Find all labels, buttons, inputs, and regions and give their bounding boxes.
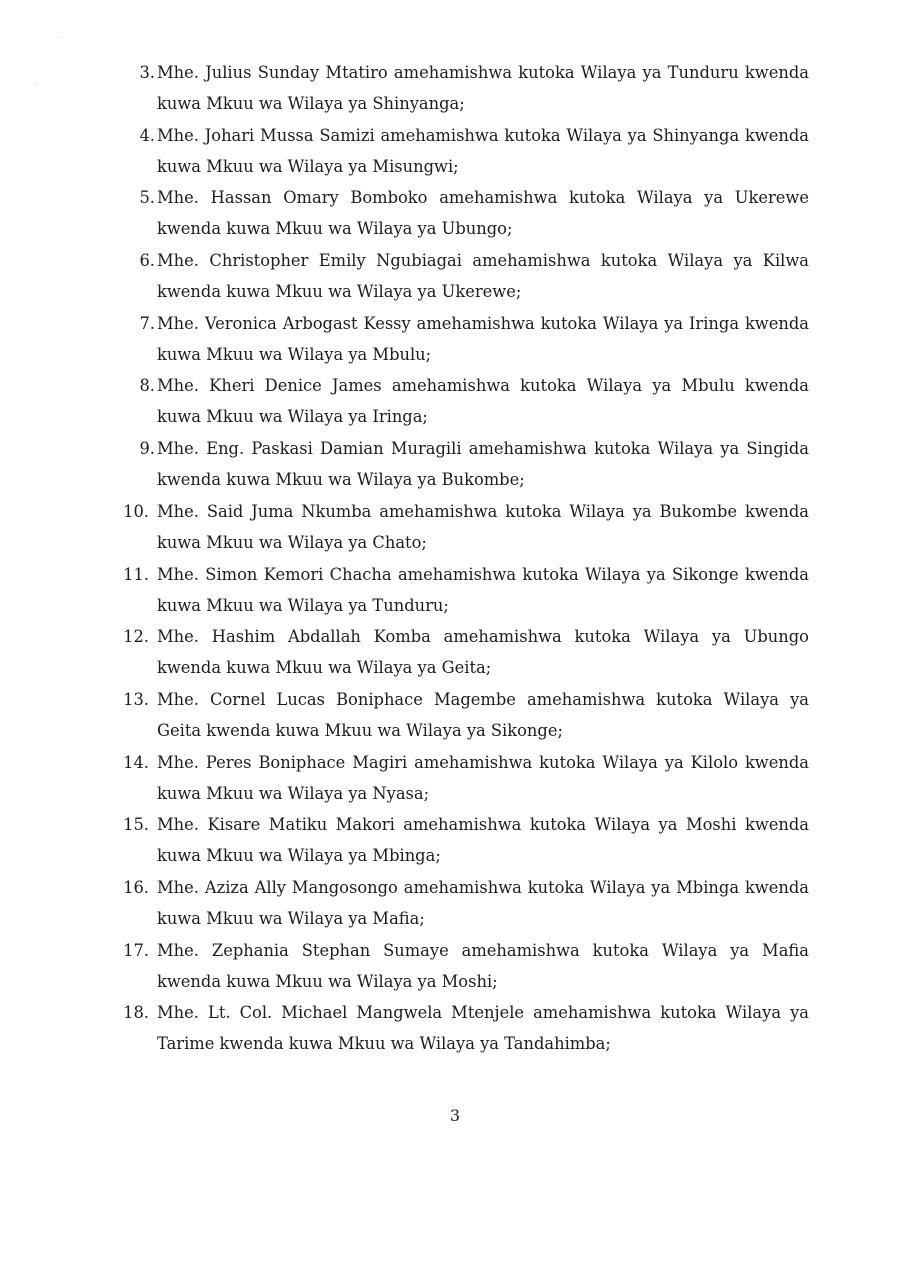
item-text: Mhe. Johari Mussa Samizi amehamishwa kutoka Wilaya ya Shinyanga kwenda kuwa Mkuu wa Wilaya ya Misungwi;: [157, 125, 809, 176]
list-item: [125, 809, 809, 872]
item-text: Mhe. Kheri Denice James amehamishwa kutoka Wilaya ya Mbulu kwenda kuwa Mkuu wa Wilaya ya Iringa;: [157, 376, 809, 427]
item-number: 11.: [123, 564, 149, 584]
item-number: 16.: [123, 877, 149, 897]
item-text: Mhe. Cornel Lucas Boniphace Magembe amehamishwa kutoka Wilaya ya Geita kwenda kuwa Mkuu wa Wilaya ya Sikonge;: [157, 689, 809, 740]
list-item: [125, 496, 809, 559]
item-text: Mhe. Hashim Abdallah Komba amehamishwa kutoka Wilaya ya Ubungo kwenda kuwa Mkuu wa Wilaya ya Geita;: [157, 627, 809, 678]
item-text: Mhe. Eng. Paskasi Damian Muragili amehamishwa kutoka Wilaya ya Singida kwenda kuwa Mkuu wa Wilaya ya Bukombe;: [157, 439, 809, 490]
list-item: [125, 684, 809, 747]
item-number: 5.: [139, 188, 155, 208]
item-number: 13.: [123, 689, 149, 709]
item-text: Mhe. Aziza Ally Mangosongo amehamishwa kutoka Wilaya ya Mbinga kwenda kuwa Mkuu wa Wilaya ya Mafia;: [157, 877, 809, 928]
item-number: 4.: [139, 125, 155, 145]
item-number: 15.: [123, 815, 149, 835]
item-text: Mhe. Veronica Arbogast Kessy amehamishwa kutoka Wilaya ya Iringa kwenda kuwa Mkuu wa Wilaya ya Mbulu;: [157, 313, 809, 364]
item-text: Mhe. Peres Boniphace Magiri amehamishwa kutoka Wilaya ya Kilolo kwenda kuwa Mkuu wa Wilaya ya Nyasa;: [157, 752, 809, 803]
item-number: 6.: [139, 251, 155, 271]
list-item: [125, 747, 809, 810]
item-text: Mhe. Said Juma Nkumba amehamishwa kutoka Wilaya ya Bukombe kwenda kuwa Mkuu wa Wilaya ya Chato;: [157, 501, 809, 552]
item-number: 8.: [139, 376, 155, 396]
list-item: [125, 559, 809, 622]
item-number: 12.: [123, 627, 149, 647]
item-number: 14.: [123, 752, 149, 772]
list-item: [125, 57, 809, 120]
item-text: Mhe. Kisare Matiku Makori amehamishwa kutoka Wilaya ya Moshi kwenda kuwa Mkuu wa Wilaya ya Mbinga;: [157, 815, 809, 866]
scan-speck: `: [34, 82, 38, 91]
item-number: 18.: [123, 1003, 149, 1023]
page-number: 3: [449, 1106, 461, 1125]
list-item: [125, 370, 809, 433]
transfer-list: [125, 57, 809, 1060]
list-item: [125, 433, 809, 496]
item-text: Mhe. Christopher Emily Ngubiagai amehamishwa kutoka Wilaya ya Kilwa kwenda kuwa Mkuu wa Wilaya ya Ukerewe;: [157, 251, 809, 302]
list-item: [125, 621, 809, 684]
item-text: Mhe. Julius Sunday Mtatiro amehamishwa kutoka Wilaya ya Tunduru kwenda kuwa Mkuu wa Wilaya ya Shinyanga;: [157, 63, 809, 113]
item-text: Mhe. Lt. Col. Michael Mangwela Mtenjele amehamishwa kutoka Wilaya ya Tarime kwenda kuwa Mkuu wa Wilaya ya Tandahimba;: [157, 1003, 809, 1054]
item-text: Mhe. Simon Kemori Chacha amehamishwa kutoka Wilaya ya Sikonge kwenda kuwa Mkuu wa Wilaya ya Tunduru;: [157, 564, 809, 615]
list-item: [125, 308, 809, 371]
list-item: [125, 120, 809, 183]
item-text: Mhe. Zephania Stephan Sumaye amehamishwa kutoka Wilaya ya Mafia kwenda kuwa Mkuu wa Wilaya ya Moshi;: [157, 940, 809, 991]
item-text: Mhe. Hassan Omary Bomboko amehamishwa kutoka Wilaya ya Ukerewe kwenda kuwa Mkuu wa Wilaya ya Ubungo;: [157, 188, 809, 239]
item-number: 17.: [123, 940, 149, 960]
list-item: [125, 997, 809, 1060]
scan-speck: `: [60, 36, 64, 45]
list-item: [125, 872, 809, 935]
item-number: 7.: [139, 313, 155, 333]
list-item: [125, 935, 809, 998]
list-item: [125, 245, 809, 308]
list-item: [125, 182, 809, 245]
item-number: 10.: [123, 501, 149, 521]
item-number: 9.: [139, 439, 155, 459]
item-number: 3.: [139, 63, 155, 82]
